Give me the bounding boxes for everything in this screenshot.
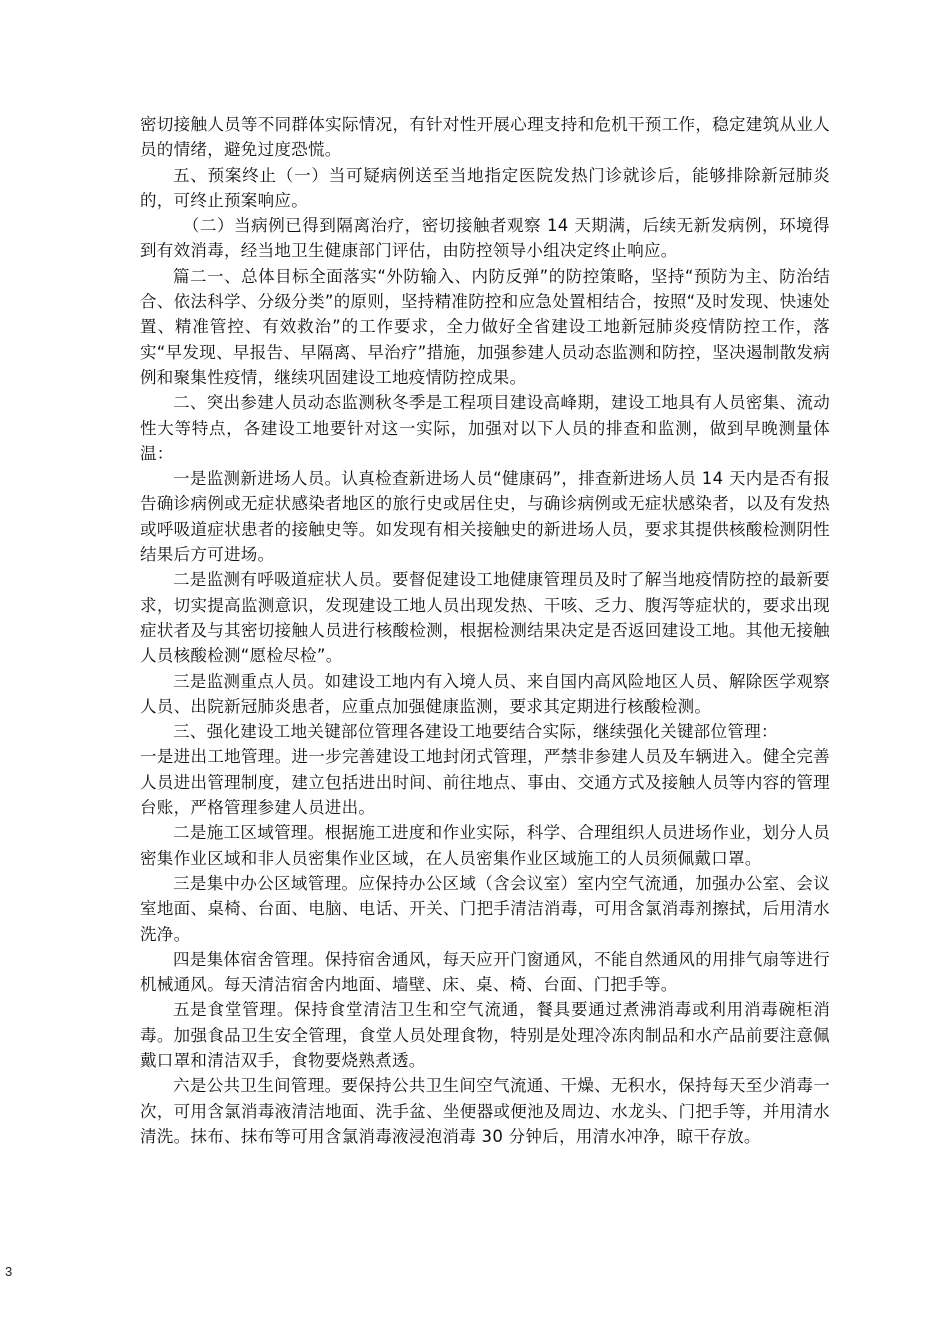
paragraph-dormitory: 四是集体宿舍管理。保持宿舍通风，每天应开门窗通风，不能自然通风的用排气扇等进行机械通风。每天清洁宿舍内地面、墙壁、床、桌、椅、台面、门把手等。: [140, 949, 830, 995]
paragraph-plan-termination: 五、预案终止（一）当可疑病例送至当地指定医院发热门诊就诊后，能够排除新冠肺炎的，可终止预案响应。: [140, 165, 830, 210]
paragraph-office-area: 三是集中办公区域管理。应保持办公区域（含会议室）室内空气流通，加强办公室、会议室地面、桌椅、台面、电脑、电话、开关、门把手清洁消毒，可用含氯消毒剂擦拭，后用清水洗净。: [140, 873, 830, 944]
paragraph-continuation: 密切接触人员等不同群体实际情况，有针对性开展心理支持和危机干预工作，稳定建筑从业人员的情绪，避免过度恐慌。: [140, 115, 830, 160]
paragraph-termination-condition: （二）当病例已得到隔离治疗，密切接触者观察 14 天期满，后续无新发病例，环境得到有效消毒，经当地卫生健康部门评估，由防控领导小组决定终止响应。: [140, 216, 830, 261]
paragraph-new-arrivals: 一是监测新进场人员。认真检查新进场人员“健康码”，排查新进场人员 14 天内是否有报告确诊病例或无症状感染者地区的旅行史或居住史，与确诊病例或无症状感染者，以及有发热或呼吸道症状患者的接触史等。如发现有相关接触史的新进场人员，要求其提供核酸检测阴性结果后方可进场。: [140, 469, 830, 565]
paragraph-overall-goal: 篇二一、总体目标全面落实“外防输入、内防反弹”的防控策略，坚持“预防为主、防治结合、依法科学、分级分类”的原则，坚持精准防控和应急处置相结合，按照“及时发现、快速处置、精准管控、有效救治”的工作要求，全力做好全省建设工地新冠肺炎疫情防控工作，落实“早发现、早报告、早隔离、早治疗”措施，加强参建人员动态监测和防控，坚决遏制散发病例和聚集性疫情，继续巩固建设工地疫情防控成果。: [140, 266, 830, 387]
paragraph-canteen: 五是食堂管理。保持食堂清洁卫生和空气流通，餐具要通过煮沸消毒或利用消毒碗柜消毒。加强食品卫生安全管理，食堂人员处理食物，特别是处理冷冻肉制品和水产品前要注意佩戴口罩和清洁双手，食物要烧熟煮透。: [140, 1000, 830, 1070]
paragraph-respiratory-symptoms: 二是监测有呼吸道症状人员。要督促建设工地健康管理员及时了解当地疫情防控的最新要求，切实提高监测意识，发现建设工地人员出现发热、干咳、乏力、腹泻等症状的，要求出现症状者及与其密切接触人员进行核酸检测，根据检测结果决定是否返回建设工地。其他无接触人员核酸检测“愿检尽检”。: [140, 570, 830, 666]
paragraph-key-areas: 三、强化建设工地关键部位管理各建设工地要结合实际，继续强化关键部位管理：: [173, 722, 778, 742]
page-number: 3: [5, 1264, 13, 1279]
paragraph-restroom: 六是公共卫生间管理。要保持公共卫生间空气流通、干燥、无积水，保持每天至少消毒一次，可用含氯消毒液清洁地面、洗手盆、坐便器或便池及周边、水龙头、门把手等，并用清水清洗。抹布、抹布等可用含氯消毒液浸泡消毒 30 分钟后，用清水冲净，晾干存放。: [140, 1076, 830, 1146]
paragraph-key-personnel: 三是监测重点人员。如建设工地内有入境人员、来自国内高风险地区人员、解除医学观察人员、出院新冠肺炎患者，应重点加强健康监测，要求其定期进行核酸检测。: [140, 671, 830, 716]
paragraph-site-access: 一是进出工地管理。进一步完善建设工地封闭式管理，严禁非参建人员及车辆进入。健全完善人员进出管理制度，建立包括进出时间、前往地点、事由、交通方式及接触人员等内容的管理台账，严格管理参建人员进出。: [140, 747, 830, 818]
paragraph-construction-zone: 二是施工区域管理。根据施工进度和作业实际，科学、合理组织人员进场作业，划分人员密集作业区域和非人员密集作业区域，在人员密集作业区域施工的人员须佩戴口罩。: [140, 823, 830, 868]
paragraph-dynamic-monitoring: 二、突出参建人员动态监测秋冬季是工程项目建设高峰期，建设工地具有人员密集、流动性大等特点，各建设工地要针对这一实际，加强对以下人员的排查和监测，做到早晚测量体温：: [140, 393, 830, 463]
document-body: [140, 112, 830, 1149]
